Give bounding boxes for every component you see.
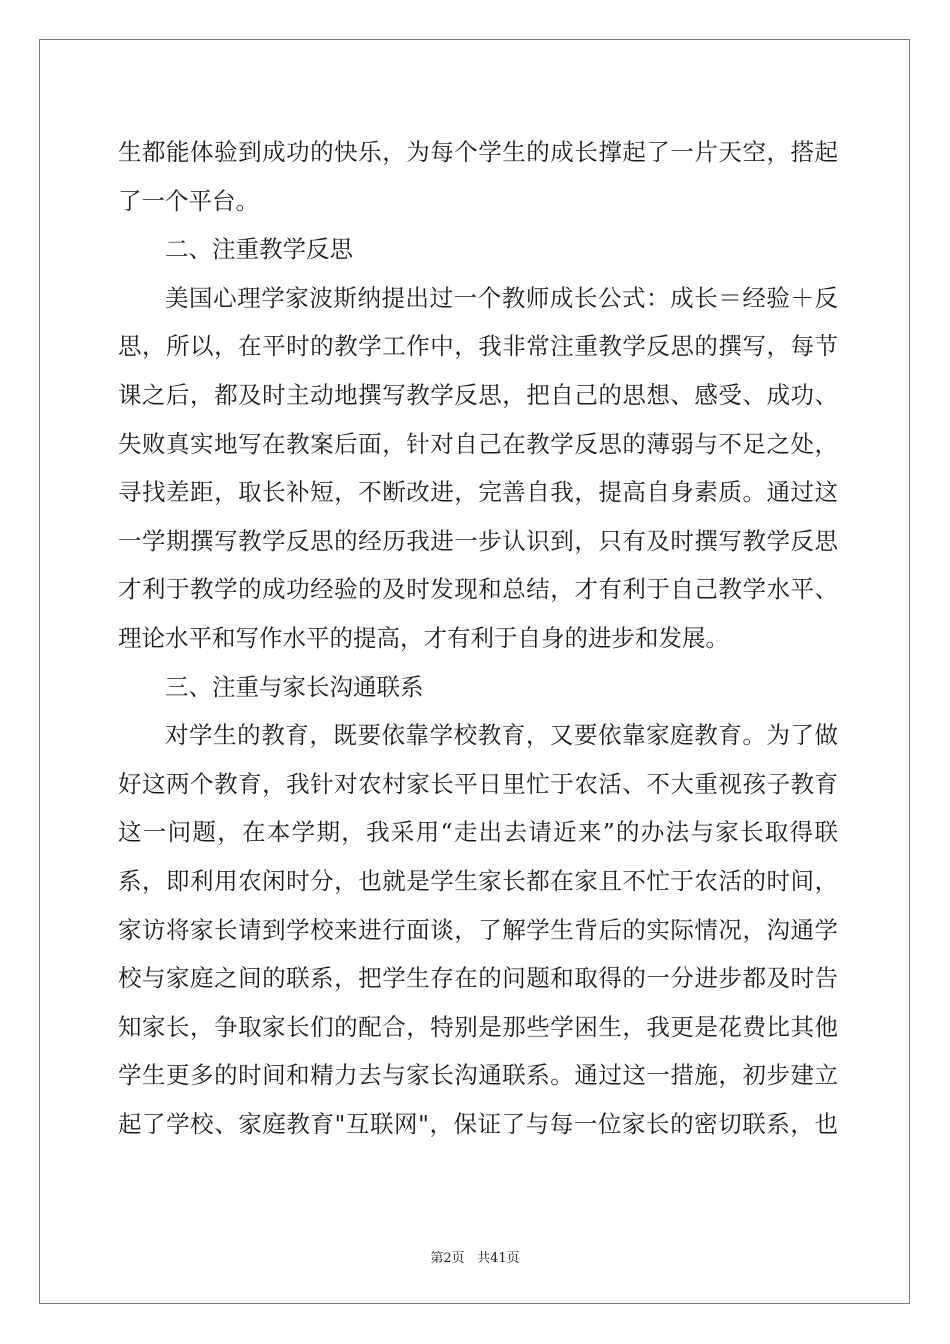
text-line: 生都能体验到成功的快乐，为每个学生的成长撑起了一片天空，搭起 xyxy=(118,138,838,166)
paragraph-parents xyxy=(118,711,838,1148)
text-line: 失败真实地写在教案后面，针对自己在教学反思的薄弱与不足之处， xyxy=(118,429,838,458)
heading-text: 二、注重教学反思 xyxy=(165,235,353,264)
text-line: 理论水平和写作水平的提高，才有利于自身的进步和发展。 xyxy=(118,623,729,652)
page-footer xyxy=(0,1247,950,1266)
text-line: 好这两个教育，我针对农村家长平日里忙于农活、不大重视孩子教育 xyxy=(118,769,838,798)
text-line: 系，即利用农闲时分，也就是学生家长都在家且不忙于农活的时间， xyxy=(118,866,838,895)
text-line: 这一问题，在本学期，我采用“走出去请近来”的办法与家长取得联 xyxy=(118,818,838,847)
text-line: 了一个平台。 xyxy=(118,186,259,215)
text-line: 一学期撰写教学反思的经历我进一步认识到，只有及时撰写教学反思 xyxy=(118,526,838,555)
text-line: 对学生的教育，既要依靠学校教育，又要依靠家庭教育。为了做 xyxy=(165,721,838,750)
text-line: 思，所以，在平时的教学工作中，我非常注重教学反思的撰写，每节 xyxy=(118,332,838,361)
text-line: 起了学校、家庭教育"互联网"，保证了与每一位家长的密切联系，也 xyxy=(118,1109,838,1138)
text-line: 寻找差距，取长补短，不断改进，完善自我，提高自身素质。通过这 xyxy=(118,478,838,507)
text-line: 知家长，争取家长们的配合，特别是那些学困生，我更是花费比其他 xyxy=(118,1012,838,1041)
total-pages: 共41页 xyxy=(477,1251,520,1266)
text-line: 美国心理学家波斯纳提出过一个教师成长公式：成长＝经验＋反 xyxy=(165,283,838,312)
document-body xyxy=(118,128,838,1148)
text-line: 校与家庭之间的联系，把学生存在的问题和取得的一分进步都及时告 xyxy=(118,964,838,993)
text-line: 课之后，都及时主动地撰写教学反思，把自己的思想、感受、成功、 xyxy=(118,380,838,409)
paragraph-reflection xyxy=(118,274,838,663)
text-line: 才利于教学的成功经验的及时发现和总结，才有利于自己教学水平、 xyxy=(118,575,838,604)
paragraph-intro-end xyxy=(118,128,838,225)
section-heading-reflection xyxy=(118,225,838,274)
text-line: 学生更多的时间和精力去与家长沟通联系。通过这一措施，初步建立 xyxy=(118,1061,838,1090)
text-line: 家访将家长请到学校来进行面谈，了解学生背后的实际情况，沟通学 xyxy=(118,915,838,944)
section-heading-parents xyxy=(118,663,838,712)
heading-text: 三、注重与家长沟通联系 xyxy=(165,672,424,701)
page-number: 第2页 xyxy=(430,1251,465,1266)
